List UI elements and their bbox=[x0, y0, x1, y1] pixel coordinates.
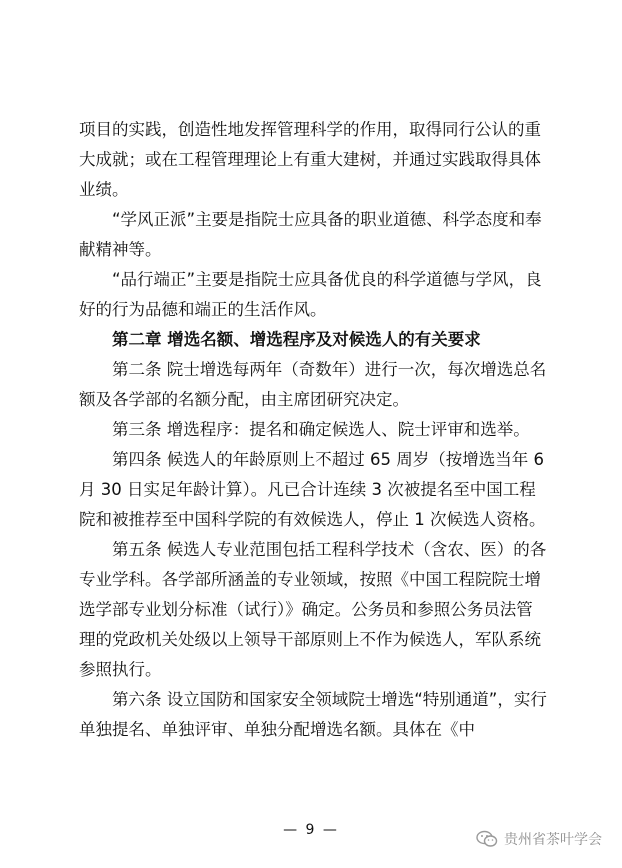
article-5: 第五条 候选人专业范围包括工程科学技术（含农、医）的各专业学科。各学部所涵盖的专业领域，按照《中国工程院院士增选学部专业划分标准（试行）》确定。公务员和参照公务员法管理的党政机关处级以上领导干部原则上不作为候选人，军队系统参照执行。 bbox=[79, 540, 547, 679]
chapter-heading: 第二章 增选名额、增选程序及对候选人的有关要求 bbox=[112, 330, 481, 349]
paragraph-1: 项目的实践，创造性地发挥管理科学的作用，取得同行公认的重大成就；或在工程管理理论上有重大建树，并通过实践取得具体业绩。 bbox=[79, 120, 541, 199]
wechat-icon bbox=[476, 830, 498, 848]
article-4: 第四条 候选人的年龄原则上不超过 65 周岁（按增选当年 6 月 30 日实足年龄计算）。凡已合计连续 3 次被提名至中国工程院和被推荐至中国科学院的有效候选人，停止 1 次候选人资格。 bbox=[79, 450, 546, 529]
watermark bbox=[476, 829, 602, 849]
paragraph-2: “学风正派”主要是指院士应具备的职业道德、科学态度和奉献精神等。 bbox=[79, 210, 542, 259]
article-6: 第六条 设立国防和国家安全领域院士增选“特别通道”，实行单独提名、单独评审、单独分配增选名额。具体在《中 bbox=[79, 690, 547, 739]
page-number: — 9 — bbox=[283, 822, 339, 838]
paragraph-3: “品行端正”主要是指院士应具备优良的科学道德与学风，良好的行为品德和端正的生活作风。 bbox=[79, 270, 542, 319]
article-2: 第二条 院士增选每两年（奇数年）进行一次，每次增选总名额及各学部的名额分配，由主席团研究决定。 bbox=[79, 360, 547, 409]
document-body bbox=[79, 115, 549, 745]
article-3: 第三条 增选程序：提名和确定候选人、院士评审和选举。 bbox=[112, 420, 530, 439]
watermark-text: 贵州省茶叶学会 bbox=[504, 832, 602, 848]
